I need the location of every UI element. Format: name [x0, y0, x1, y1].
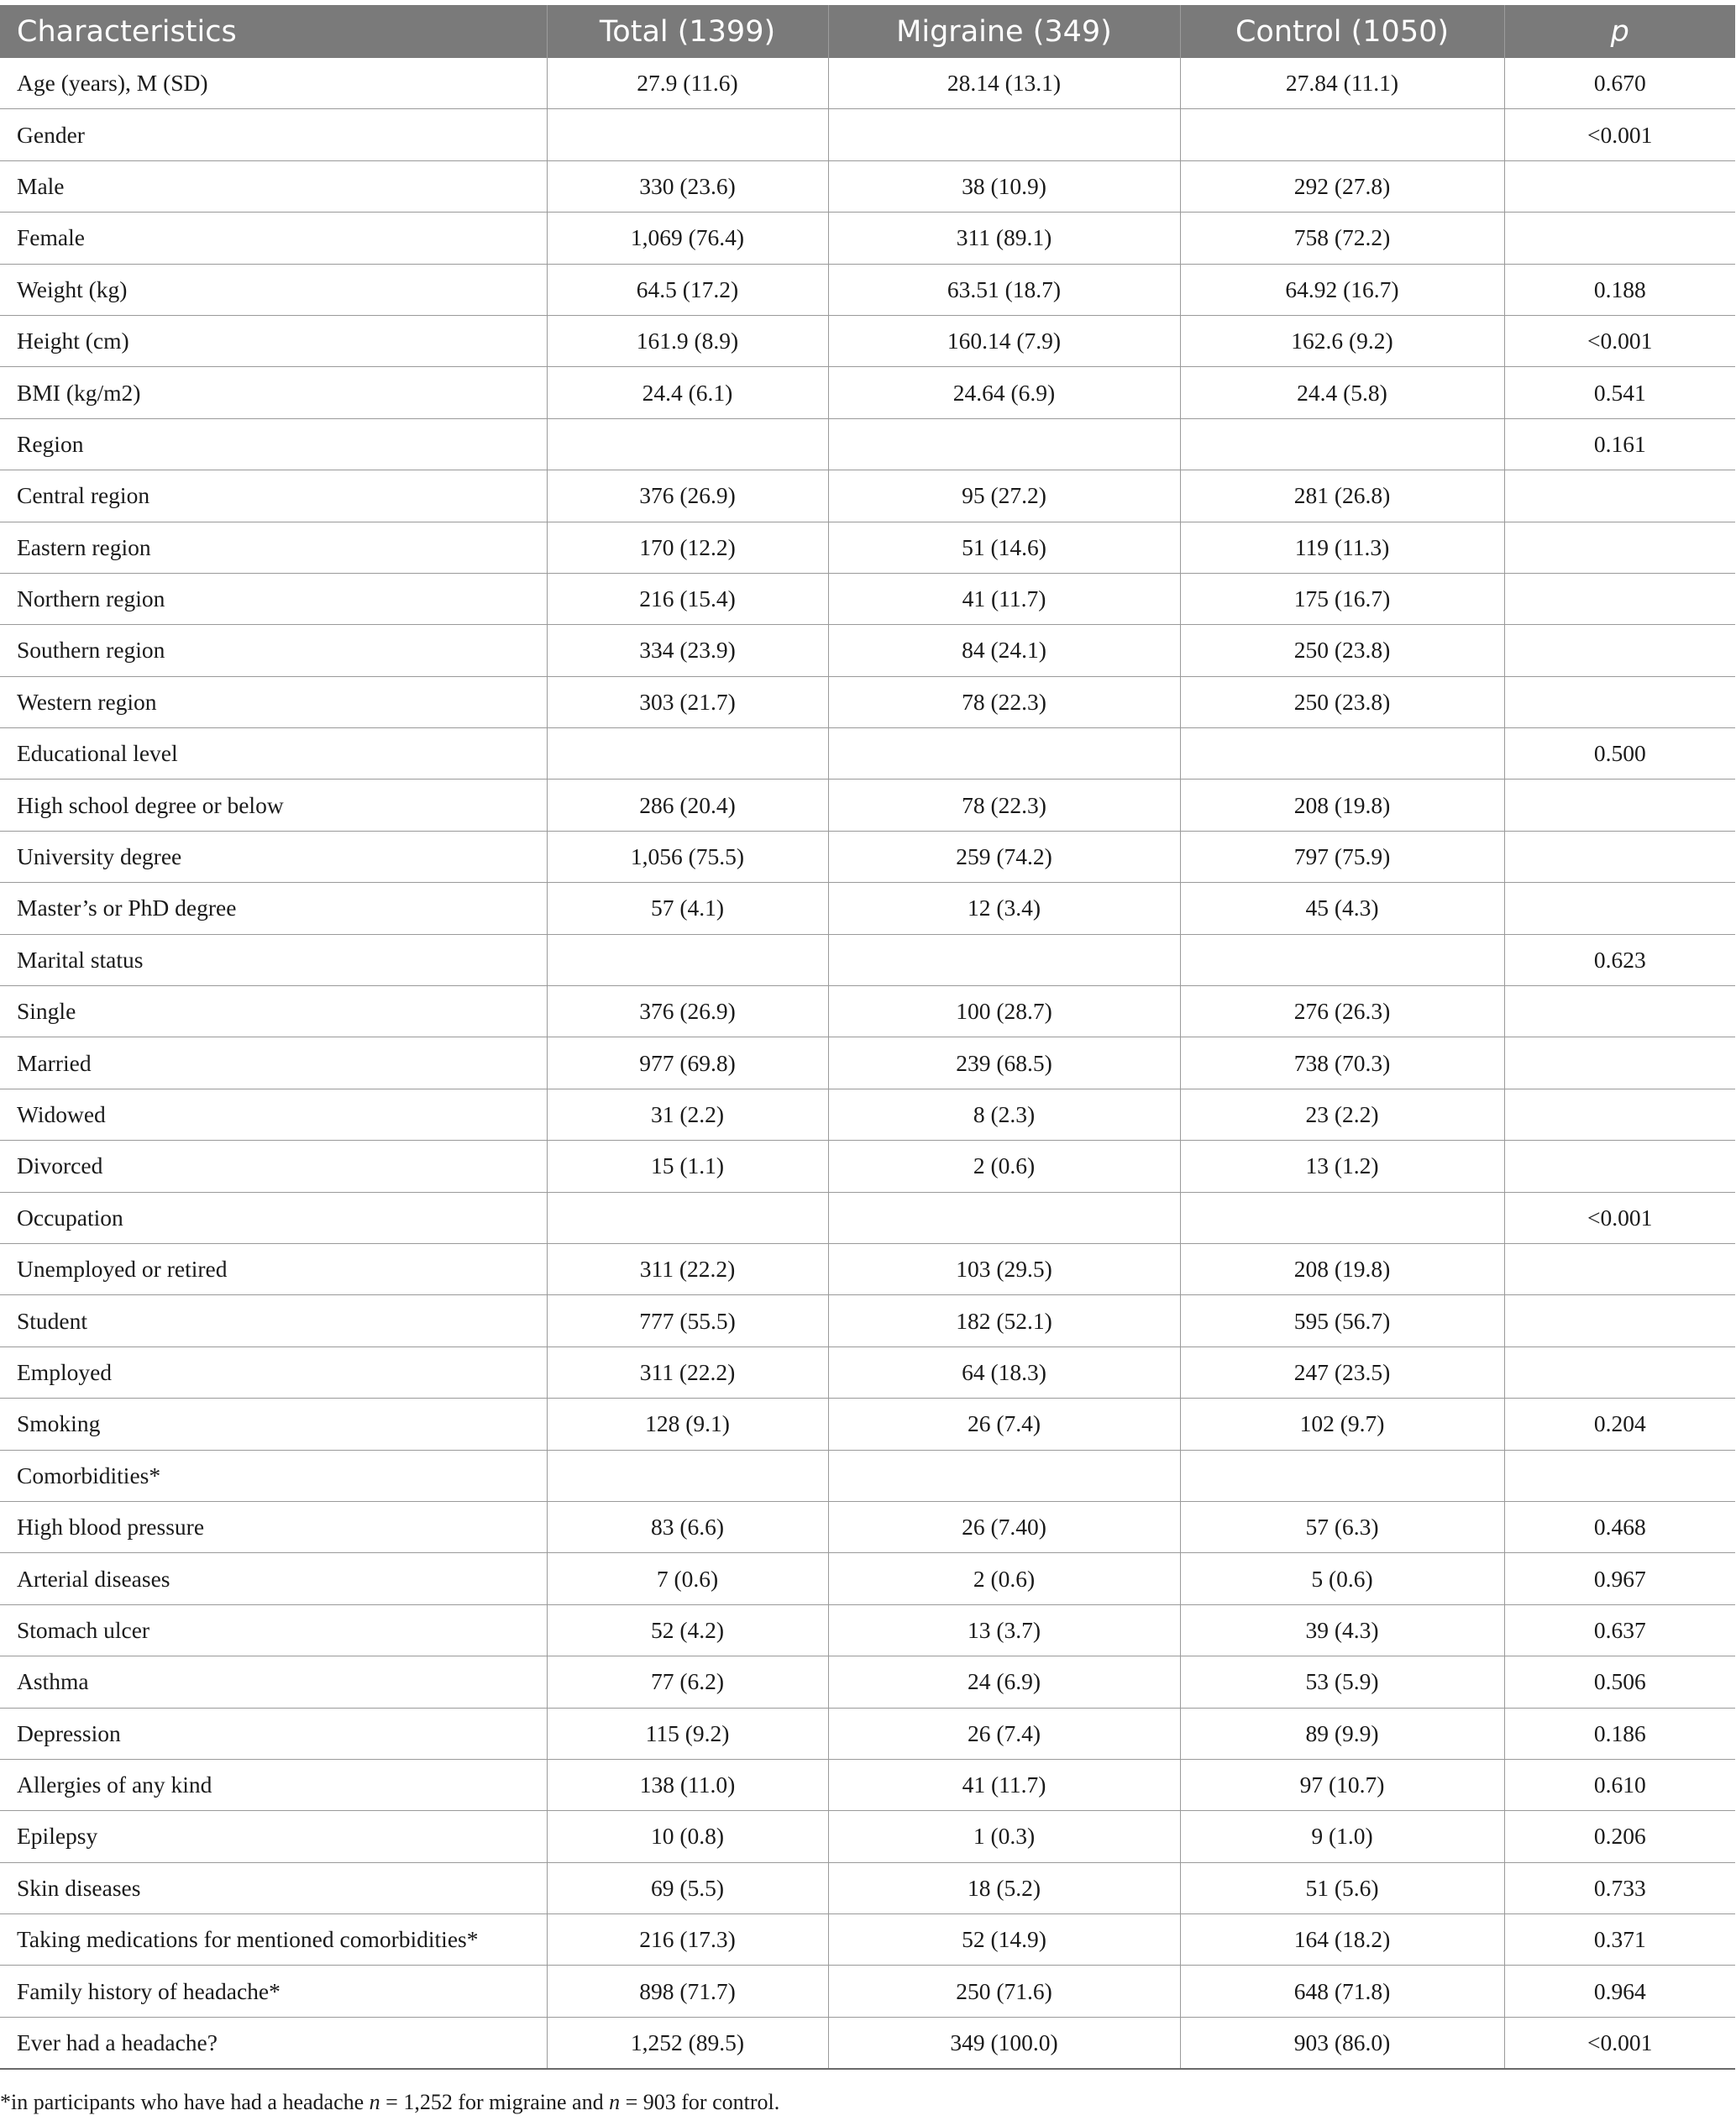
table-row	[0, 522, 1735, 573]
table-row	[0, 1399, 1735, 1450]
table-row	[0, 1811, 1735, 1862]
label-cell: Asthma	[0, 1656, 547, 1708]
label-cell: University degree	[0, 831, 547, 882]
control-cell: 281 (26.8)	[1180, 470, 1504, 522]
footnote-prefix: *in participants who have had a headache	[0, 2090, 370, 2114]
control-cell: 64.92 (16.7)	[1180, 264, 1504, 315]
migraine-cell: 2 (0.6)	[828, 1141, 1180, 1192]
total-cell: 10 (0.8)	[547, 1811, 828, 1862]
label-cell: Student	[0, 1295, 547, 1346]
control-cell: 208 (19.8)	[1180, 1243, 1504, 1294]
label-cell: Smoking	[0, 1399, 547, 1450]
table-row	[0, 625, 1735, 676]
total-cell: 777 (55.5)	[547, 1295, 828, 1346]
header-row	[0, 5, 1735, 58]
migraine-cell	[828, 109, 1180, 160]
control-cell: 13 (1.2)	[1180, 1141, 1504, 1192]
table-row	[0, 264, 1735, 315]
migraine-cell: 103 (29.5)	[828, 1243, 1180, 1294]
p-value-cell	[1504, 831, 1735, 882]
label-cell: Skin diseases	[0, 1862, 547, 1913]
control-cell: 292 (27.8)	[1180, 160, 1504, 212]
table-row	[0, 58, 1735, 109]
table-row	[0, 2017, 1735, 2069]
total-cell: 7 (0.6)	[547, 1553, 828, 1604]
total-cell: 128 (9.1)	[547, 1399, 828, 1450]
label-cell: Central region	[0, 470, 547, 522]
control-cell: 23 (2.2)	[1180, 1089, 1504, 1140]
total-cell: 376 (26.9)	[547, 470, 828, 522]
p-value-cell: 0.371	[1504, 1914, 1735, 1966]
migraine-cell: 13 (3.7)	[828, 1604, 1180, 1656]
p-value-cell: 0.188	[1504, 264, 1735, 315]
table-row	[0, 109, 1735, 160]
table-row	[0, 573, 1735, 624]
label-cell: Female	[0, 213, 547, 264]
total-cell	[547, 1192, 828, 1243]
p-value-cell: 0.206	[1504, 1811, 1735, 1862]
p-value-cell	[1504, 213, 1735, 264]
control-cell: 45 (4.3)	[1180, 883, 1504, 934]
label-cell: Western region	[0, 676, 547, 727]
characteristics-table	[0, 5, 1735, 2070]
p-value-cell	[1504, 573, 1735, 624]
control-cell: 276 (26.3)	[1180, 986, 1504, 1037]
label-cell: Arterial diseases	[0, 1553, 547, 1604]
label-cell: Taking medications for mentioned comorbidities*	[0, 1914, 547, 1966]
control-cell: 5 (0.6)	[1180, 1553, 1504, 1604]
total-cell: 83 (6.6)	[547, 1501, 828, 1552]
p-value-cell: 0.637	[1504, 1604, 1735, 1656]
control-cell	[1180, 934, 1504, 985]
total-cell: 161.9 (8.9)	[547, 315, 828, 366]
p-value-cell: 0.670	[1504, 58, 1735, 109]
migraine-cell	[828, 1192, 1180, 1243]
total-cell: 330 (23.6)	[547, 160, 828, 212]
table-row	[0, 934, 1735, 985]
total-cell: 977 (69.8)	[547, 1037, 828, 1089]
label-cell: Comorbidities*	[0, 1450, 547, 1501]
label-cell: Height (cm)	[0, 315, 547, 366]
table-row	[0, 676, 1735, 727]
control-cell	[1180, 1192, 1504, 1243]
header-total: Total (1399)	[547, 5, 828, 58]
total-cell: 376 (26.9)	[547, 986, 828, 1037]
total-cell	[547, 1450, 828, 1501]
label-cell: Family history of headache*	[0, 1966, 547, 2017]
migraine-cell: 182 (52.1)	[828, 1295, 1180, 1346]
p-value-cell: 0.468	[1504, 1501, 1735, 1552]
total-cell: 170 (12.2)	[547, 522, 828, 573]
p-value-cell	[1504, 883, 1735, 934]
migraine-cell: 8 (2.3)	[828, 1089, 1180, 1140]
label-cell: High school degree or below	[0, 780, 547, 831]
control-cell: 250 (23.8)	[1180, 676, 1504, 727]
migraine-cell: 26 (7.4)	[828, 1399, 1180, 1450]
label-cell: Southern region	[0, 625, 547, 676]
control-cell: 97 (10.7)	[1180, 1759, 1504, 1810]
label-cell: Eastern region	[0, 522, 547, 573]
table-row	[0, 1346, 1735, 1398]
header-characteristics: Characteristics	[0, 5, 547, 58]
migraine-cell: 12 (3.4)	[828, 883, 1180, 934]
control-cell: 162.6 (9.2)	[1180, 315, 1504, 366]
total-cell: 334 (23.9)	[547, 625, 828, 676]
p-value-cell	[1504, 986, 1735, 1037]
table-row	[0, 418, 1735, 470]
total-cell: 286 (20.4)	[547, 780, 828, 831]
label-cell: Employed	[0, 1346, 547, 1398]
table-row	[0, 1708, 1735, 1759]
control-cell: 39 (4.3)	[1180, 1604, 1504, 1656]
total-cell: 1,069 (76.4)	[547, 213, 828, 264]
total-cell: 303 (21.7)	[547, 676, 828, 727]
table-row	[0, 1604, 1735, 1656]
migraine-cell: 95 (27.2)	[828, 470, 1180, 522]
migraine-cell: 26 (7.4)	[828, 1708, 1180, 1759]
p-value-cell: 0.623	[1504, 934, 1735, 985]
control-cell	[1180, 418, 1504, 470]
total-cell: 115 (9.2)	[547, 1708, 828, 1759]
label-cell: Married	[0, 1037, 547, 1089]
control-cell: 53 (5.9)	[1180, 1656, 1504, 1708]
control-cell: 51 (5.6)	[1180, 1862, 1504, 1913]
migraine-cell	[828, 1450, 1180, 1501]
control-cell: 119 (11.3)	[1180, 522, 1504, 573]
table-row	[0, 1966, 1735, 2017]
table-row	[0, 1141, 1735, 1192]
total-cell: 216 (17.3)	[547, 1914, 828, 1966]
control-cell: 247 (23.5)	[1180, 1346, 1504, 1398]
control-cell: 738 (70.3)	[1180, 1037, 1504, 1089]
label-cell: Stomach ulcer	[0, 1604, 547, 1656]
p-value-cell: <0.001	[1504, 1192, 1735, 1243]
p-value-cell: 0.964	[1504, 1966, 1735, 2017]
control-cell: 89 (9.9)	[1180, 1708, 1504, 1759]
control-cell: 758 (72.2)	[1180, 213, 1504, 264]
label-cell: Weight (kg)	[0, 264, 547, 315]
header-p-value: p	[1504, 5, 1735, 58]
total-cell: 57 (4.1)	[547, 883, 828, 934]
control-cell: 102 (9.7)	[1180, 1399, 1504, 1450]
label-cell: Master’s or PhD degree	[0, 883, 547, 934]
label-cell: BMI (kg/m2)	[0, 367, 547, 418]
label-cell: Unemployed or retired	[0, 1243, 547, 1294]
control-cell: 903 (86.0)	[1180, 2017, 1504, 2069]
p-value-cell	[1504, 1346, 1735, 1398]
table-container	[0, 5, 1735, 2070]
label-cell: Educational level	[0, 728, 547, 780]
migraine-cell: 24 (6.9)	[828, 1656, 1180, 1708]
control-cell: 797 (75.9)	[1180, 831, 1504, 882]
p-value-cell: 0.186	[1504, 1708, 1735, 1759]
control-cell: 24.4 (5.8)	[1180, 367, 1504, 418]
control-cell: 595 (56.7)	[1180, 1295, 1504, 1346]
migraine-cell: 160.14 (7.9)	[828, 315, 1180, 366]
migraine-cell: 2 (0.6)	[828, 1553, 1180, 1604]
table-row	[0, 883, 1735, 934]
total-cell: 77 (6.2)	[547, 1656, 828, 1708]
total-cell: 15 (1.1)	[547, 1141, 828, 1192]
table-row	[0, 1553, 1735, 1604]
table-footnote	[0, 2090, 779, 2115]
migraine-cell	[828, 418, 1180, 470]
migraine-cell: 64 (18.3)	[828, 1346, 1180, 1398]
total-cell: 24.4 (6.1)	[547, 367, 828, 418]
label-cell: Age (years), M (SD)	[0, 58, 547, 109]
label-cell: Northern region	[0, 573, 547, 624]
total-cell	[547, 728, 828, 780]
p-value-cell	[1504, 470, 1735, 522]
table-row	[0, 1089, 1735, 1140]
migraine-cell: 26 (7.40)	[828, 1501, 1180, 1552]
p-value-cell: 0.967	[1504, 1553, 1735, 1604]
control-cell	[1180, 728, 1504, 780]
migraine-cell: 78 (22.3)	[828, 780, 1180, 831]
p-value-cell: <0.001	[1504, 315, 1735, 366]
migraine-cell: 78 (22.3)	[828, 676, 1180, 727]
migraine-cell: 349 (100.0)	[828, 2017, 1180, 2069]
migraine-cell: 259 (74.2)	[828, 831, 1180, 882]
table-row	[0, 470, 1735, 522]
p-value-cell: 0.506	[1504, 1656, 1735, 1708]
table-row	[0, 213, 1735, 264]
table-row	[0, 831, 1735, 882]
table-row	[0, 1450, 1735, 1501]
migraine-cell: 41 (11.7)	[828, 1759, 1180, 1810]
migraine-cell: 1 (0.3)	[828, 1811, 1180, 1862]
migraine-cell: 63.51 (18.7)	[828, 264, 1180, 315]
p-value-cell	[1504, 625, 1735, 676]
p-value-cell: <0.001	[1504, 109, 1735, 160]
table-row	[0, 1914, 1735, 1966]
total-cell: 138 (11.0)	[547, 1759, 828, 1810]
p-value-cell: 0.541	[1504, 367, 1735, 418]
control-cell: 164 (18.2)	[1180, 1914, 1504, 1966]
table-row	[0, 367, 1735, 418]
label-cell: Epilepsy	[0, 1811, 547, 1862]
p-value-cell	[1504, 1141, 1735, 1192]
p-value-cell	[1504, 160, 1735, 212]
p-value-cell: 0.733	[1504, 1862, 1735, 1913]
p-value-cell	[1504, 1089, 1735, 1140]
migraine-cell: 51 (14.6)	[828, 522, 1180, 573]
label-cell: High blood pressure	[0, 1501, 547, 1552]
p-value-cell	[1504, 1295, 1735, 1346]
total-cell: 216 (15.4)	[547, 573, 828, 624]
p-value-cell	[1504, 1243, 1735, 1294]
label-cell: Occupation	[0, 1192, 547, 1243]
control-cell	[1180, 109, 1504, 160]
label-cell: Single	[0, 986, 547, 1037]
total-cell: 69 (5.5)	[547, 1862, 828, 1913]
table-row	[0, 160, 1735, 212]
table-body	[0, 58, 1735, 2069]
header-migraine: Migraine (349)	[828, 5, 1180, 58]
table-row	[0, 1501, 1735, 1552]
header-control: Control (1050)	[1180, 5, 1504, 58]
migraine-cell: 250 (71.6)	[828, 1966, 1180, 2017]
footnote-n-symbol: n	[369, 2090, 380, 2114]
total-cell: 27.9 (11.6)	[547, 58, 828, 109]
p-value-cell	[1504, 780, 1735, 831]
footnote-control-count: = 903 for control.	[620, 2090, 780, 2114]
label-cell: Region	[0, 418, 547, 470]
table-row	[0, 986, 1735, 1037]
label-cell: Marital status	[0, 934, 547, 985]
p-value-cell: 0.161	[1504, 418, 1735, 470]
label-cell: Divorced	[0, 1141, 547, 1192]
table-row	[0, 1656, 1735, 1708]
footnote-n-symbol: n	[609, 2090, 621, 2114]
migraine-cell	[828, 728, 1180, 780]
total-cell: 64.5 (17.2)	[547, 264, 828, 315]
control-cell: 648 (71.8)	[1180, 1966, 1504, 2017]
migraine-cell: 24.64 (6.9)	[828, 367, 1180, 418]
total-cell: 1,056 (75.5)	[547, 831, 828, 882]
table-row	[0, 1037, 1735, 1089]
table-row	[0, 780, 1735, 831]
p-value-cell	[1504, 1037, 1735, 1089]
migraine-cell: 28.14 (13.1)	[828, 58, 1180, 109]
migraine-cell: 18 (5.2)	[828, 1862, 1180, 1913]
table-row	[0, 1862, 1735, 1913]
label-cell: Widowed	[0, 1089, 547, 1140]
p-value-cell	[1504, 1450, 1735, 1501]
migraine-cell: 100 (28.7)	[828, 986, 1180, 1037]
total-cell: 31 (2.2)	[547, 1089, 828, 1140]
label-cell: Gender	[0, 109, 547, 160]
p-value-cell	[1504, 522, 1735, 573]
label-cell: Ever had a headache?	[0, 2017, 547, 2069]
migraine-cell: 41 (11.7)	[828, 573, 1180, 624]
table-row	[0, 1759, 1735, 1810]
control-cell: 175 (16.7)	[1180, 573, 1504, 624]
total-cell	[547, 418, 828, 470]
table-row	[0, 728, 1735, 780]
migraine-cell: 311 (89.1)	[828, 213, 1180, 264]
total-cell: 1,252 (89.5)	[547, 2017, 828, 2069]
p-value-cell: 0.204	[1504, 1399, 1735, 1450]
control-cell: 208 (19.8)	[1180, 780, 1504, 831]
table-row	[0, 1192, 1735, 1243]
control-cell: 27.84 (11.1)	[1180, 58, 1504, 109]
p-value-cell: <0.001	[1504, 2017, 1735, 2069]
total-cell	[547, 934, 828, 985]
label-cell: Male	[0, 160, 547, 212]
table-row	[0, 1295, 1735, 1346]
table-row	[0, 315, 1735, 366]
table-row	[0, 1243, 1735, 1294]
p-value-cell: 0.500	[1504, 728, 1735, 780]
migraine-cell	[828, 934, 1180, 985]
control-cell: 9 (1.0)	[1180, 1811, 1504, 1862]
migraine-cell: 239 (68.5)	[828, 1037, 1180, 1089]
migraine-cell: 84 (24.1)	[828, 625, 1180, 676]
control-cell: 250 (23.8)	[1180, 625, 1504, 676]
total-cell: 311 (22.2)	[547, 1243, 828, 1294]
total-cell: 311 (22.2)	[547, 1346, 828, 1398]
total-cell: 898 (71.7)	[547, 1966, 828, 2017]
total-cell	[547, 109, 828, 160]
control-cell	[1180, 1450, 1504, 1501]
p-value-cell: 0.610	[1504, 1759, 1735, 1810]
migraine-cell: 38 (10.9)	[828, 160, 1180, 212]
p-value-cell	[1504, 676, 1735, 727]
migraine-cell: 52 (14.9)	[828, 1914, 1180, 1966]
label-cell: Depression	[0, 1708, 547, 1759]
control-cell: 57 (6.3)	[1180, 1501, 1504, 1552]
total-cell: 52 (4.2)	[547, 1604, 828, 1656]
footnote-migraine-count: = 1,252 for migraine and	[380, 2090, 610, 2114]
label-cell: Allergies of any kind	[0, 1759, 547, 1810]
